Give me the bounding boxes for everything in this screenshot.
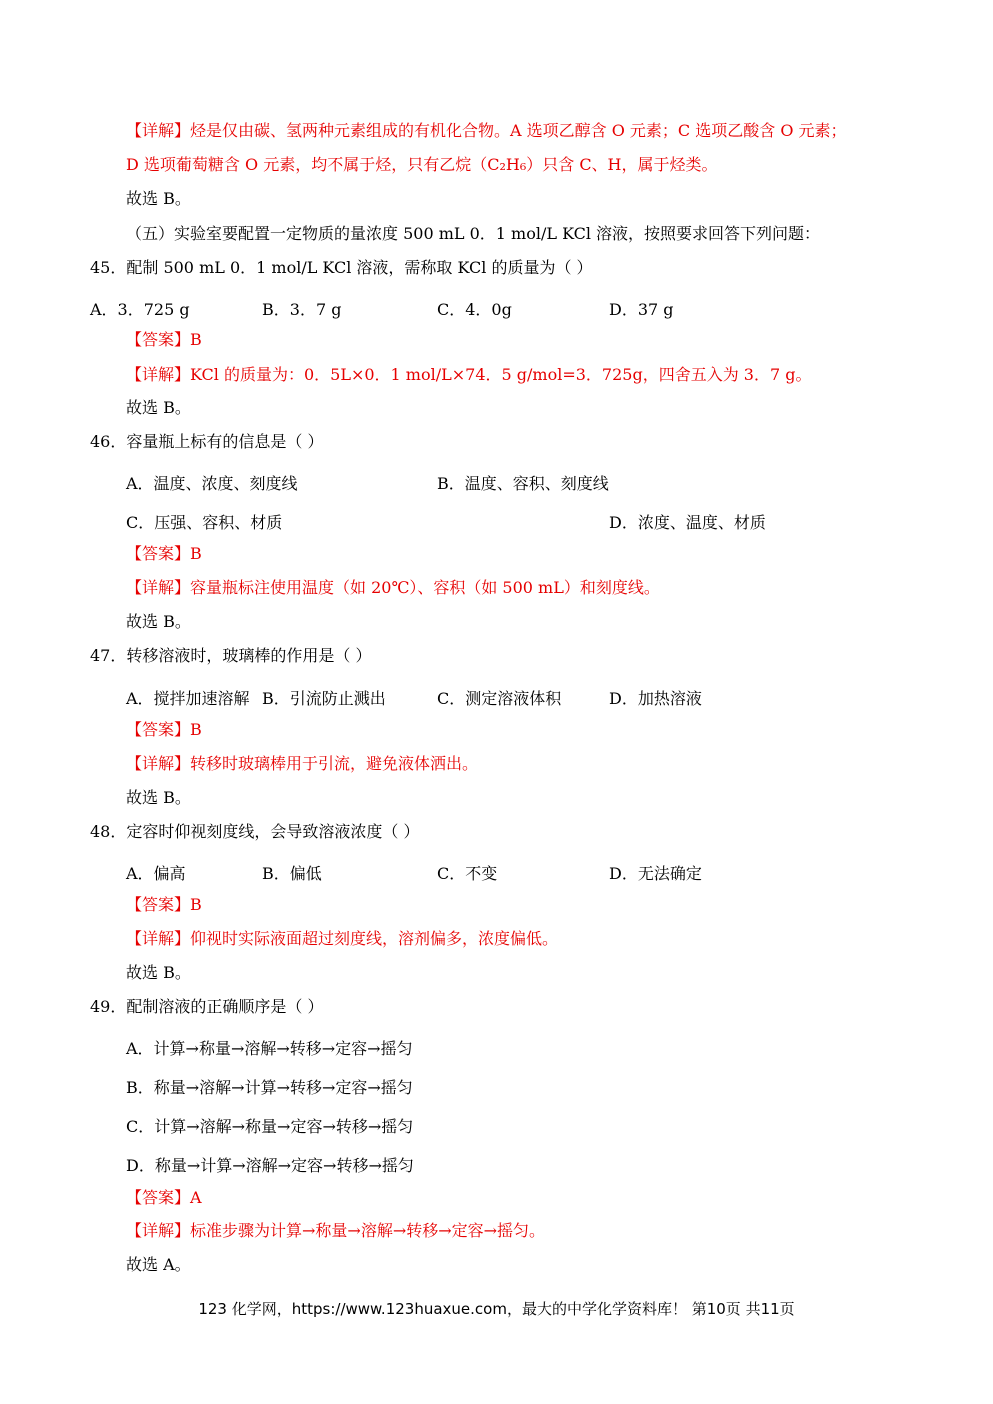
option-a: A．偏高 [126, 864, 186, 883]
option-d: D．称量→计算→溶解→定容→转移→摇匀 [126, 1156, 414, 1175]
detail-text: 【详解】容量瓶标注使用温度（如 20℃）、容积（如 500 mL）和刻度线。 [126, 578, 660, 597]
option-c: C．计算→溶解→称量→定容→转移→摇匀 [126, 1117, 414, 1136]
answer-label: 【答案】B [126, 895, 202, 914]
conclusion-text: 故选 B。 [126, 398, 191, 417]
detail-text: 【详解】仰视时实际液面超过刻度线，溶剂偏多，浓度偏低。 [126, 929, 559, 948]
detail-text: 【详解】标准步骤为计算→称量→溶解→转移→定容→摇匀。 [126, 1221, 546, 1240]
option-c: C．4．0g [437, 300, 512, 319]
option-c: C．测定溶液体积 [437, 689, 562, 708]
question-stem: 47．转移溶液时，玻璃棒的作用是（ ） [90, 646, 372, 665]
option-b: B．3．7 g [262, 300, 342, 319]
option-c: C．压强、容积、材质 [126, 513, 283, 532]
intro-detail-line2: D 选项葡萄糖含 O 元素，均不属于烃，只有乙烷（C₂H₆）只含 C、H，属于烃类。 [126, 155, 718, 174]
question-stem: 49．配制溶液的正确顺序是（ ） [90, 997, 324, 1016]
option-a: A．3．725 g [90, 300, 190, 319]
option-c: C．不变 [437, 864, 498, 883]
detail-text: 【详解】转移时玻璃棒用于引流，避免液体洒出。 [126, 754, 479, 773]
conclusion-text: 故选 A。 [126, 1255, 191, 1274]
conclusion-text: 故选 B。 [126, 612, 191, 631]
answer-label: 【答案】B [126, 330, 202, 349]
option-b: B．称量→溶解→计算→转移→定容→摇匀 [126, 1078, 413, 1097]
answer-label: 【答案】A [126, 1188, 202, 1207]
question-stem: 45．配制 500 mL 0．1 mol/L KCl 溶液，需称取 KCl 的质量为（ ） [90, 258, 593, 277]
option-a: A．搅拌加速溶解 [126, 689, 250, 708]
section-title: （五）实验室要配置一定物质的量浓度 500 mL 0．1 mol/L KCl 溶液，按照要求回答下列问题： [126, 224, 821, 243]
question-stem: 48．定容时仰视刻度线，会导致溶液浓度（ ） [90, 822, 420, 841]
option-b: B．温度、容积、刻度线 [437, 474, 609, 493]
option-b: B．引流防止溅出 [262, 689, 386, 708]
option-a: A．温度、浓度、刻度线 [126, 474, 298, 493]
option-d: D．浓度、温度、材质 [609, 513, 766, 532]
intro-detail-line1: 【详解】烃是仅由碳、氢两种元素组成的有机化合物。A 选项乙醇含 O 元素；C 选项乙酸含 O 元素； [126, 121, 847, 140]
option-d: D．加热溶液 [609, 689, 702, 708]
conclusion-text: 故选 B。 [126, 788, 191, 807]
page-footer: 123 化学网，https://www.123huaxue.com，最大的中学化学资料库！ 第10页 共11页 [198, 1300, 795, 1318]
question-stem: 46．容量瓶上标有的信息是（ ） [90, 432, 324, 451]
intro-conclusion: 故选 B。 [126, 189, 191, 208]
conclusion-text: 故选 B。 [126, 963, 191, 982]
answer-label: 【答案】B [126, 544, 202, 563]
option-d: D．37 g [609, 300, 674, 319]
answer-label: 【答案】B [126, 720, 202, 739]
option-a: A．计算→称量→溶解→转移→定容→摇匀 [126, 1039, 413, 1058]
option-b: B．偏低 [262, 864, 322, 883]
detail-text: 【详解】KCl 的质量为：0．5L×0．1 mol/L×74．5 g/mol=3．725g，四舍五入为 3．7 g。 [126, 365, 812, 384]
option-d: D．无法确定 [609, 864, 702, 883]
